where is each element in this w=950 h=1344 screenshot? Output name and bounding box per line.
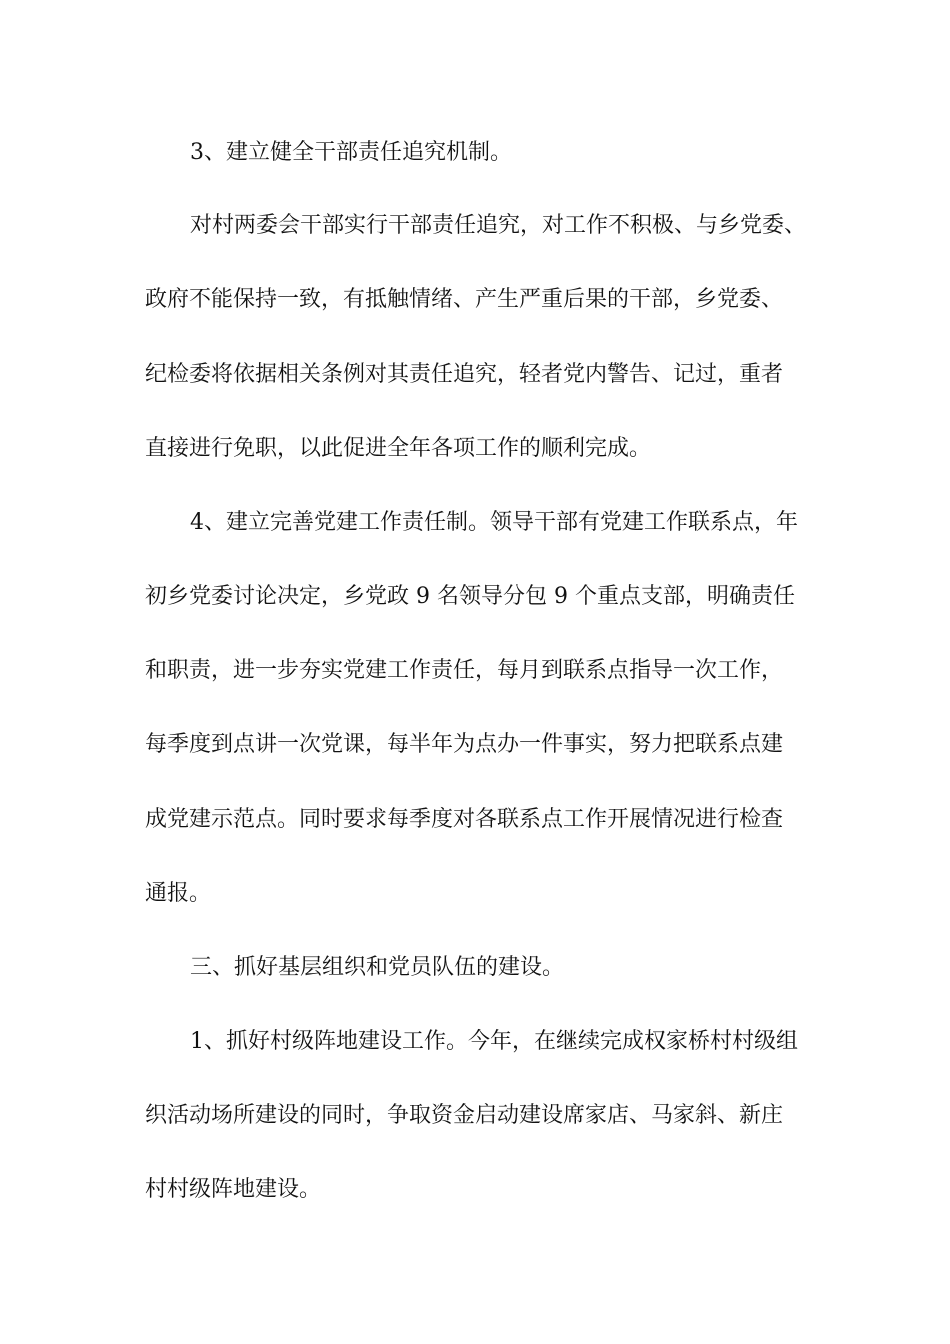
paragraph-heading-1 [0,1170,950,1210]
text-line: 村村级阵地建设。 [145,1177,322,1202]
paragraph-heading-4 [0,503,950,543]
text-line: 对村两委会干部实行干部责任追究，对工作不积极、与乡党委、 [190,213,807,238]
text-line: 成党建示范点。同时要求每季度对各联系点工作开展情况进行检查 [145,807,784,832]
text-line: 三、抓好基层组织和党员队伍的建设。 [190,955,565,980]
text-line: 直接进行免职，以此促进全年各项工作的顺利完成。 [145,436,652,461]
paragraph-heading-4 [0,800,950,840]
paragraph-accountability [0,355,950,395]
text-line: 4、建立完善党建工作责任制。领导干部有党建工作联系点，年 [190,510,798,535]
text-line: 政府不能保持一致，有抵触情绪、产生严重后果的干部，乡党委、 [145,287,784,312]
paragraph-heading-4 [0,725,950,765]
paragraph-heading-4 [0,874,950,914]
paragraph-heading-4 [0,577,950,617]
section-heading-3 [0,948,950,988]
paragraph-accountability [0,206,950,246]
text-line: 每季度到点讲一次党课，每半年为点办一件事实，努力把联系点建 [145,732,784,757]
paragraph-accountability [0,429,950,469]
paragraph-heading-4 [0,651,950,691]
text-line: 1、抓好村级阵地建设工作。今年，在继续完成权家桥村村级组 [190,1029,798,1054]
paragraph-heading-1 [0,1022,950,1062]
paragraph-accountability [0,280,950,320]
text-line: 3、建立健全干部责任追究机制。 [190,140,512,165]
paragraph-heading-1 [0,1096,950,1136]
text-line: 纪检委将依据相关条例对其责任追究，轻者党内警告、记过，重者 [145,362,784,387]
text-line: 织活动场所建设的同时，争取资金启动建设席家店、马家斜、新庄 [145,1103,784,1128]
text-line: 通报。 [145,881,212,906]
text-line: 和职责，进一步夯实党建工作责任，每月到联系点指导一次工作， [145,658,784,683]
paragraph-heading-3 [0,133,950,173]
text-line: 初乡党委讨论决定，乡党政 9 名领导分包 9 个重点支部，明确责任 [145,584,795,609]
